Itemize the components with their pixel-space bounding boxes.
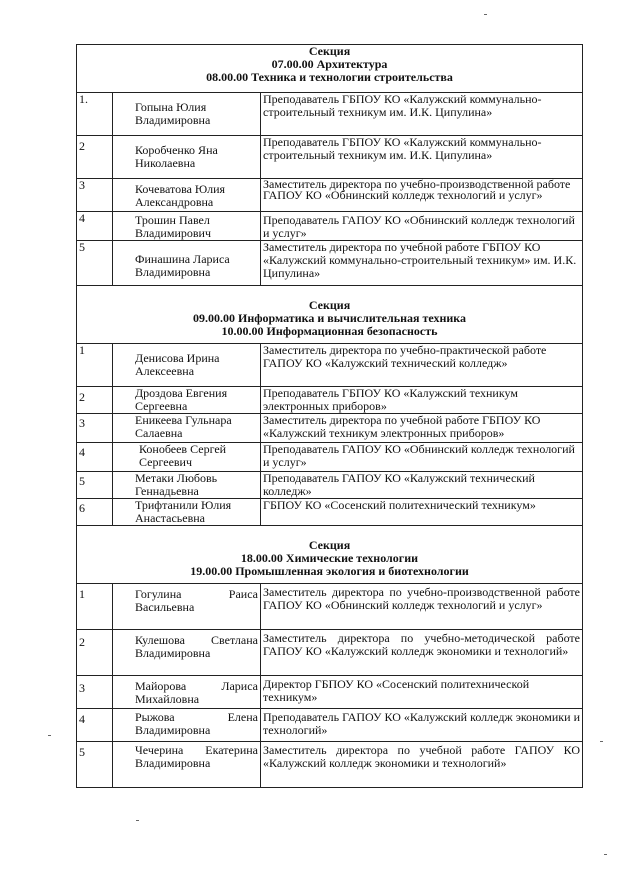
- position-org: Заместитель директора по учебной работе ГБПОУ КО «Калужский коммунально-строительный техникум» им. И.К. Ципулина»: [261, 241, 583, 286]
- person-name: Гопына Юлия Владимировна: [113, 93, 261, 136]
- section-heading-row: [77, 286, 583, 344]
- row-number: 5: [77, 241, 113, 286]
- person-name: Кочеватова Юлия Александровна: [113, 179, 261, 212]
- scan-mark: [600, 741, 603, 742]
- section-code-1: 07.00.00 Архитектура: [271, 57, 388, 71]
- table-row: [77, 179, 583, 212]
- position-org: Преподаватель ГАПОУ КО «Калужский технический колледж»: [261, 472, 583, 499]
- position-org: Заместитель директора по учебно-производственной работе ГАПОУ КО «Обнинский колледж технологий и услуг»: [261, 179, 583, 212]
- row-number: 5: [77, 472, 113, 499]
- person-name: Дроздова Евгения Сергеевна: [113, 387, 261, 414]
- position-org: Преподаватель ГБПОУ КО «Калужский техникум электронных приборов»: [261, 387, 583, 414]
- position-org: Заместитель директора по учебной работе ГБПОУ КО «Калужский техникум электронных приборов»: [261, 414, 583, 443]
- position-org: ГБПОУ КО «Сосенский политехнический техникум»: [261, 499, 583, 526]
- position-org: Преподаватель ГБПОУ КО «Калужский коммунально-строительный техникум им. И.К. Ципулина»: [261, 136, 583, 179]
- position-org: Преподаватель ГАПОУ КО «Обнинский колледж технологий и услуг»: [261, 443, 583, 472]
- person-name: Майорова Лариса Михайловна: [113, 676, 261, 709]
- person-name: Гогулина Раиса Васильевна: [113, 584, 261, 630]
- table-row: [77, 136, 583, 179]
- document-page: [76, 44, 582, 788]
- person-name: Рыжова Елена Владимировна: [113, 709, 261, 742]
- table-row: [77, 387, 583, 414]
- section-code-2: 19.00.00 Промышленная экология и биотехнологии: [190, 564, 469, 578]
- person-name: Чечерина Екатерина Владимировна: [113, 742, 261, 788]
- person-name: Денисова Ирина Алексеевна: [113, 344, 261, 387]
- section-code-2: 10.00.00 Информационная безопасность: [221, 324, 438, 338]
- scan-mark: [484, 14, 487, 15]
- row-number: 1.: [77, 93, 113, 136]
- section-label: Секция: [308, 538, 351, 552]
- row-number: 3: [77, 414, 113, 443]
- section-heading: [77, 526, 583, 584]
- row-number: 2: [77, 387, 113, 414]
- row-number: 2: [77, 136, 113, 179]
- row-number: 1: [77, 344, 113, 387]
- person-name: Трошин Павел Владимирович: [113, 212, 261, 241]
- person-name: Еникеева Гульнара Салаевна: [113, 414, 261, 443]
- row-number: 2: [77, 630, 113, 676]
- table-row: [77, 584, 583, 630]
- section-code-1: 18.00.00 Химические технологии: [240, 551, 419, 565]
- section-heading-row: [77, 45, 583, 93]
- position-org: Директор ГБПОУ КО «Сосенский политехнической техникум»: [261, 676, 583, 709]
- person-name: Конобеев Сергей Сергеевич: [113, 443, 261, 472]
- section-code-2: 08.00.00 Техника и технологии строительства: [206, 70, 453, 84]
- person-name: Кулешова Светлана Владимировна: [113, 630, 261, 676]
- row-number: 3: [77, 676, 113, 709]
- position-org: Заместитель директора по учебной работе ГАПОУ КО «Калужский колледж экономики и технологий»: [261, 742, 583, 788]
- section-heading: [77, 45, 583, 93]
- row-number: 4: [77, 709, 113, 742]
- table-row: [77, 742, 583, 788]
- row-number: 3: [77, 179, 113, 212]
- table-row: [77, 709, 583, 742]
- table-row: [77, 676, 583, 709]
- position-org: Преподаватель ГАПОУ КО «Калужский колледж экономики и технологий»: [261, 709, 583, 742]
- section-label: Секция: [308, 298, 351, 312]
- person-name: Метаки Любовь Геннадьевна: [113, 472, 261, 499]
- person-name: Коробченко Яна Николаевна: [113, 136, 261, 179]
- table-row: [77, 344, 583, 387]
- person-name: Трифтанили Юлия Анастасьевна: [113, 499, 261, 526]
- table-row: [77, 472, 583, 499]
- row-number: 4: [77, 443, 113, 472]
- row-number: 4: [77, 212, 113, 241]
- row-number: 1: [77, 584, 113, 630]
- scan-mark: [136, 820, 139, 821]
- scan-mark: [48, 735, 51, 736]
- position-org: Преподаватель ГАПОУ КО «Обнинский колледж технологий и услуг»: [261, 212, 583, 241]
- row-number: 6: [77, 499, 113, 526]
- section-heading: [77, 286, 583, 344]
- table-row: [77, 499, 583, 526]
- table-row: [77, 443, 583, 472]
- position-org: Заместитель директора по учебно-производственной работе ГАПОУ КО «Обнинский колледж технологий и услуг»: [261, 584, 583, 630]
- position-org: Заместитель директора по учебно-практической работе ГАПОУ КО «Калужский технический колледж»: [261, 344, 583, 387]
- table-row: [77, 212, 583, 241]
- section-label: Секция: [308, 44, 351, 58]
- table-row: [77, 630, 583, 676]
- table-row: [77, 93, 583, 136]
- row-number: 5: [77, 742, 113, 788]
- position-org: Преподаватель ГБПОУ КО «Калужский коммунально-строительный техникум им. И.К. Ципулина»: [261, 93, 583, 136]
- section-table: [76, 44, 583, 788]
- table-row: [77, 241, 583, 286]
- position-org: Заместитель директора по учебно-методической работе ГАПОУ КО «Калужский колледж экономики и технологий»: [261, 630, 583, 676]
- person-name: Финашина Лариса Владимировна: [113, 241, 261, 286]
- table-row: [77, 414, 583, 443]
- section-code-1: 09.00.00 Информатика и вычислительная техника: [192, 311, 467, 325]
- section-heading-row: [77, 526, 583, 584]
- scan-mark: [604, 854, 607, 855]
